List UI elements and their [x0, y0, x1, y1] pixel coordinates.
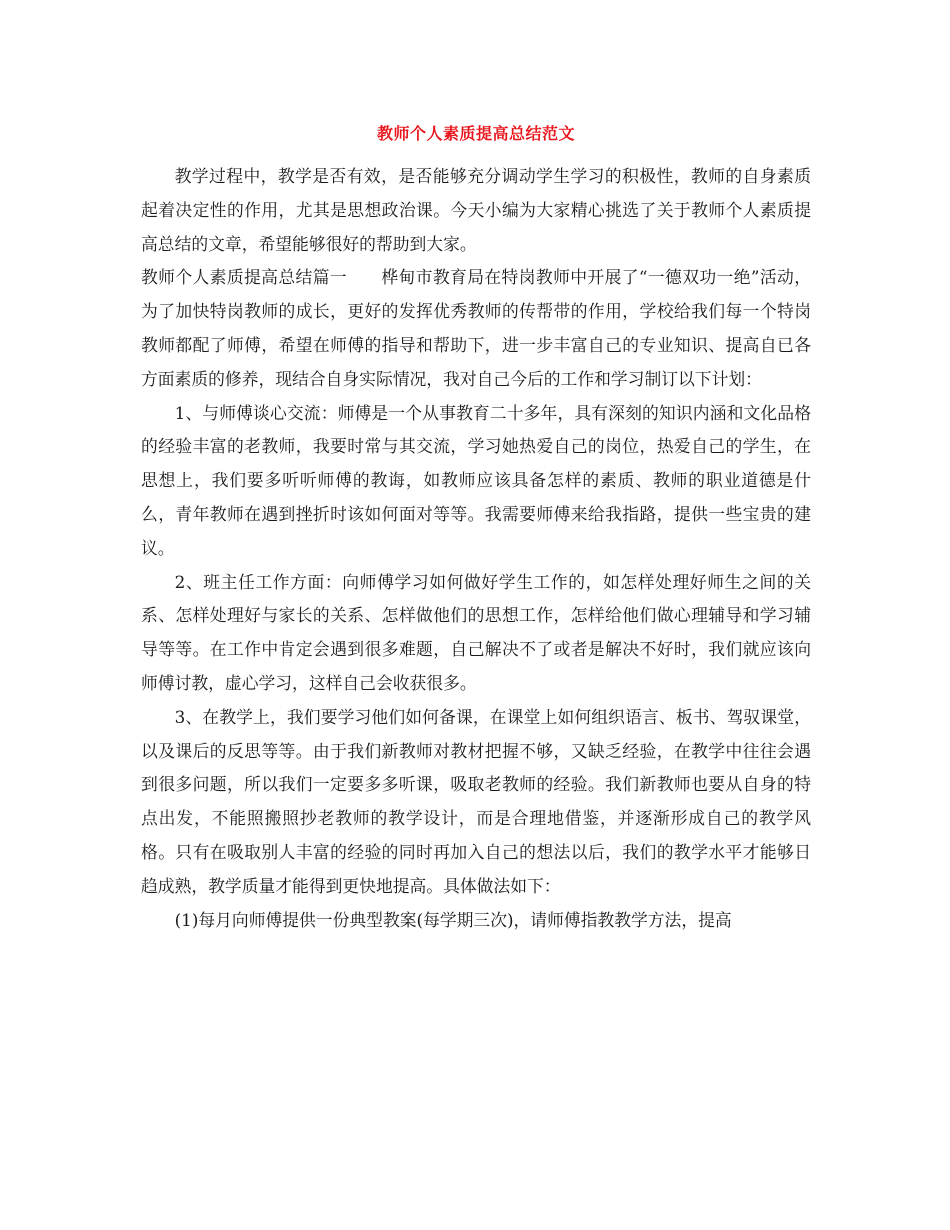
paragraph-section-one: 教师个人素质提高总结篇一 桦甸市教育局在特岗教师中开展了“一德双功一绝”活动，为了加快特岗教师的成长，更好的发挥优秀教师的传帮带的作用，学校给我们每一个特岗教师都配了师傅，希望在师傅的指导和帮助下，进一步丰富自己的专业知识、提高自已各方面素质的修养，现结合自身实际情况，我对自己今后的工作和学习制订以下计划： [141, 267, 811, 389]
paragraph-item-3: 3、在教学上，我们要学习他们如何备课，在课堂上如何组织语言、板书、驾驭课堂，以及课后的反思等等。由于我们新教师对教材把握不够，又缺乏经验，在教学中往往会遇到很多问题，所以我们一定要多多听课，吸取老教师的经验。我们新教师也要从自身的特点出发，不能照搬照抄老教师的教学设计，而是合理地借鉴，并逐渐形成自己的教学风格。只有在吸取别人丰富的经验的同时再加入自己的想法以后，我们的教学水平才能够日趋成熟，教学质量才能得到更快地提高。具体做法如下： [141, 706, 811, 896]
document-body [141, 160, 811, 937]
paragraph-item-1: 1、与师傅谈心交流：师傅是一个从事教育二十多年，具有深刻的知识内涵和文化品格的经验丰富的老教师，我要时常与其交流，学习她热爱自己的岗位，热爱自己的学生，在思想上，我们要多听听师傅的教诲，如教师应该具备怎样的素质、教师的职业道德是什么，青年教师在遇到挫折时该如何面对等等。我需要师傅来给我指路，提供一些宝贵的建议。 [141, 402, 811, 558]
paragraph-item-3-1: (1)每月向师傅提供一份典型教案(每学期三次)，请师傅指教教学方法，提高 [174, 909, 732, 930]
document-title: 教师个人素质提高总结范文 [376, 124, 575, 143]
paragraph-item-2: 2、班主任工作方面：向师傅学习如何做好学生工作的，如怎样处理好师生之间的关系、怎样处理好与家长的关系、怎样做他们的思想工作，怎样给他们做心理辅导和学习辅导等等。在工作中肯定会遇到很多难题，自己解决不了或者是解决不好时，我们就应该向师傅讨教，虚心学习，这样自己会收获很多。 [141, 571, 811, 693]
paragraph-intro: 教学过程中，教学是否有效，是否能够充分调动学生学习的积极性，教师的自身素质起着决定性的作用，尤其是思想政治课。今天小编为大家精心挑选了关于教师个人素质提高总结的文章，希望能够很好的帮助到大家。 [141, 166, 811, 254]
